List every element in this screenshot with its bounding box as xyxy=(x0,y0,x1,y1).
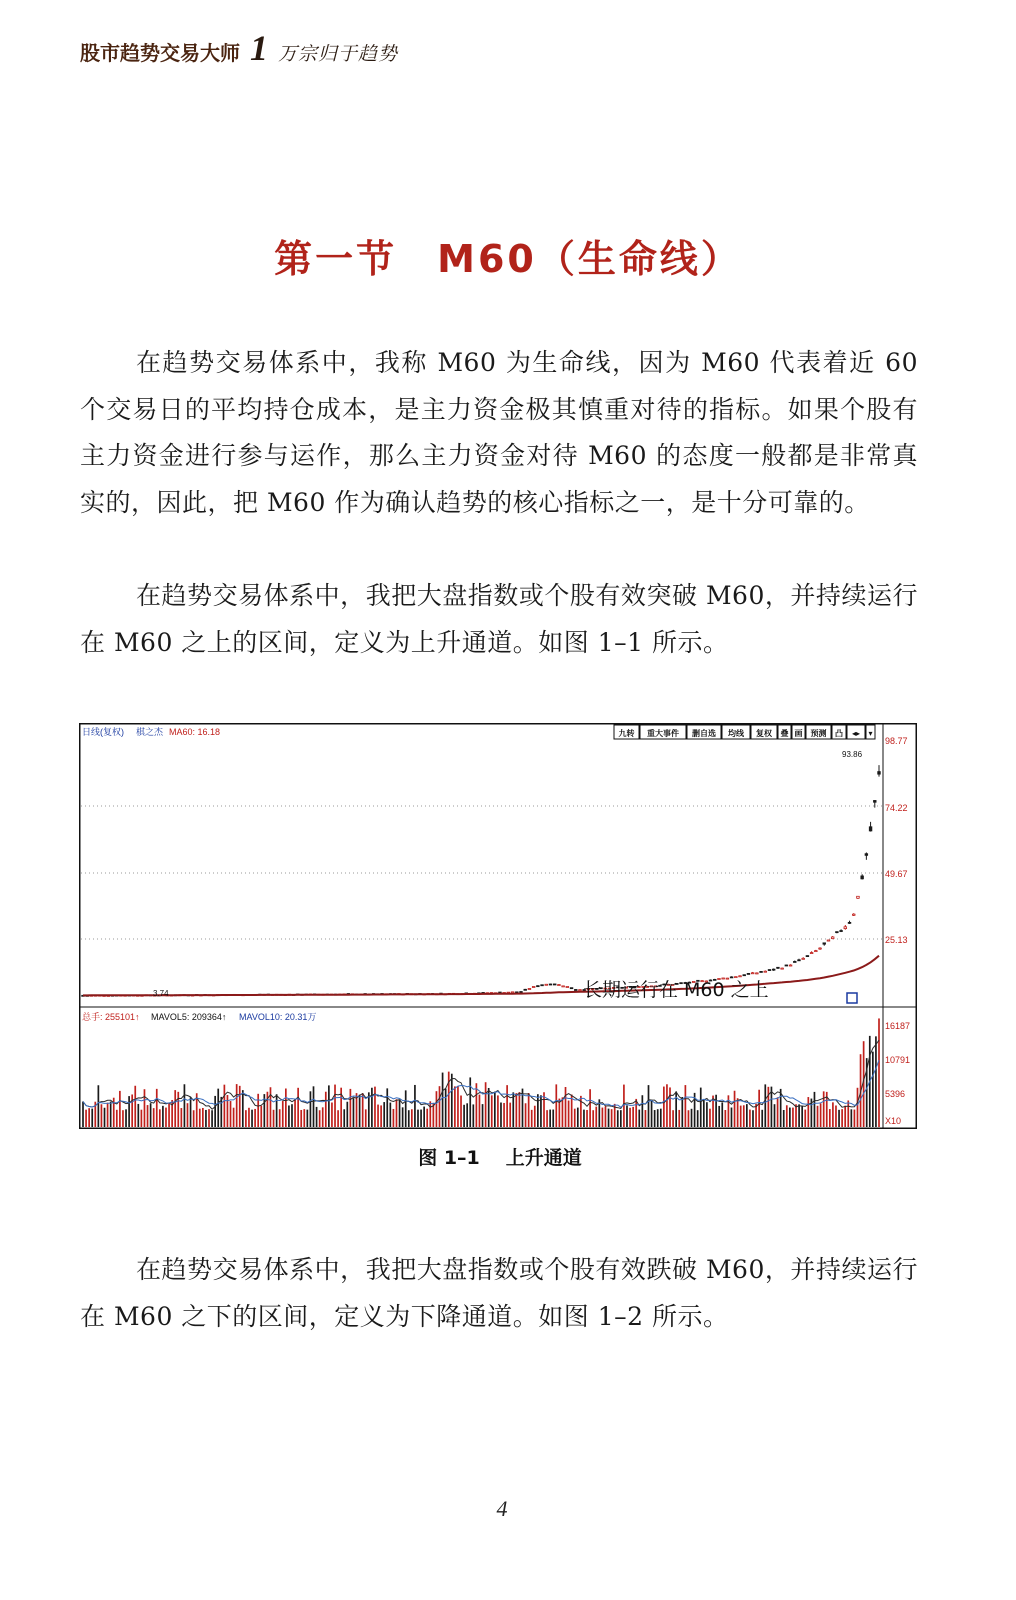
y-tick-25-13: 25.13 xyxy=(885,935,908,945)
book-title: 股市趋势交易大师 xyxy=(80,41,240,65)
candle-body xyxy=(562,986,565,987)
candle xyxy=(579,990,582,991)
candle-body xyxy=(781,968,784,969)
stock-name: 棋之杰 xyxy=(136,727,164,737)
candle-body xyxy=(785,965,788,966)
stock-chart xyxy=(79,723,917,1129)
candle xyxy=(857,896,860,899)
toolbar-button-label: 叠 xyxy=(780,729,789,738)
mavol5-label: MAVOL5: 209364↑ xyxy=(151,1012,227,1022)
candle-body xyxy=(810,953,813,954)
toolbar-button[interactable] xyxy=(614,725,639,739)
ma60-label: MA60: 16.18 xyxy=(169,727,221,737)
candle-body xyxy=(730,977,733,978)
candle-body xyxy=(743,975,746,976)
candle-body xyxy=(532,986,535,987)
running-header xyxy=(80,30,398,66)
candle-body xyxy=(857,896,860,898)
toolbar-button[interactable] xyxy=(866,725,875,739)
vol-tick-16187: 16187 xyxy=(885,1021,911,1031)
figure-caption xyxy=(0,1143,1000,1170)
chart-toolbar xyxy=(614,725,875,739)
toolbar-button-label: 画 xyxy=(794,729,803,738)
candle-body xyxy=(772,969,775,970)
toolbar-button-label: ◂▸ xyxy=(851,729,861,738)
candle-body xyxy=(756,973,759,974)
candle-body xyxy=(735,977,738,978)
vol-unit: X10 xyxy=(885,1116,902,1126)
candle xyxy=(528,988,531,989)
candle xyxy=(574,989,577,990)
candle-body xyxy=(528,988,531,989)
candle-body xyxy=(848,922,851,923)
section-name: M60（生命线） xyxy=(437,237,742,281)
candle-body xyxy=(793,961,796,962)
candle-body xyxy=(524,989,527,990)
candle-body xyxy=(520,992,523,993)
candle xyxy=(549,984,552,985)
candle-body xyxy=(869,827,872,831)
candle xyxy=(553,984,556,985)
toolbar-button[interactable] xyxy=(640,725,686,739)
candle-body xyxy=(566,986,569,987)
toolbar-button-label: 重大事件 xyxy=(647,729,679,738)
toolbar-button[interactable] xyxy=(778,725,791,739)
candle-body xyxy=(873,800,876,802)
candle-body xyxy=(878,772,881,775)
section-title xyxy=(0,228,1016,283)
period-label: 日线(复权) xyxy=(82,727,124,737)
candle xyxy=(570,988,573,989)
candle xyxy=(520,991,523,992)
candle xyxy=(806,955,809,956)
candle xyxy=(558,984,561,986)
vol-tick-10791: 10791 xyxy=(885,1055,911,1065)
candle xyxy=(785,965,788,966)
candle-body xyxy=(802,958,805,959)
candle xyxy=(836,931,839,933)
candle xyxy=(777,967,780,969)
candle-body xyxy=(768,970,771,971)
high-marker: 93.86 xyxy=(842,750,863,759)
candle xyxy=(524,989,527,990)
candle-body xyxy=(751,973,754,974)
low-marker: 3.74 xyxy=(153,989,169,998)
candle xyxy=(735,977,738,978)
candle xyxy=(562,985,565,986)
candle xyxy=(743,974,746,975)
candle-body xyxy=(739,976,742,977)
candle-body xyxy=(823,943,826,944)
candle-body xyxy=(574,989,577,990)
candle xyxy=(537,985,540,986)
candle-body xyxy=(549,984,552,985)
toolbar-button[interactable] xyxy=(792,725,805,739)
candle xyxy=(827,940,830,941)
candle-body xyxy=(537,986,540,987)
mavol10-label: MAVOL10: 20.31万 xyxy=(239,1012,317,1022)
candle-body xyxy=(865,854,868,856)
figure-number: 图 1–1 xyxy=(418,1147,480,1169)
toolbar-button[interactable] xyxy=(806,725,831,739)
candle-body xyxy=(777,967,780,968)
chapter-title: 万宗归于趋势 xyxy=(278,43,399,65)
toolbar-button-label: 九转 xyxy=(618,729,635,738)
toolbar-button-label: 复权 xyxy=(756,729,772,738)
toolbar-button[interactable] xyxy=(751,725,777,739)
candle-body xyxy=(570,988,573,989)
candle-body xyxy=(806,956,809,957)
y-tick-74-22: 74.22 xyxy=(885,803,908,813)
candle xyxy=(760,971,763,972)
toolbar-button-label: 删自选 xyxy=(692,729,716,738)
candle-body xyxy=(815,951,818,952)
candle-body xyxy=(541,985,544,986)
scroll-marker-icon[interactable] xyxy=(847,993,857,1003)
page-number: 4 xyxy=(496,1496,508,1521)
candle-body xyxy=(764,971,767,972)
y-tick-49-67: 49.67 xyxy=(885,869,908,879)
candle xyxy=(532,986,535,987)
candle-body xyxy=(579,990,582,991)
volume-label: 总手: 255101↑ xyxy=(82,1012,140,1022)
figure-title: 上升通道 xyxy=(505,1147,582,1169)
toolbar-button-label: 均线 xyxy=(728,729,744,738)
candle-body xyxy=(789,965,792,966)
candle xyxy=(541,985,544,986)
candle-body xyxy=(819,948,822,949)
candle-body xyxy=(844,927,847,929)
candle xyxy=(756,972,759,974)
candle-body xyxy=(827,940,830,941)
y-tick-98-77: 98.77 xyxy=(885,736,908,746)
candle-body xyxy=(545,984,548,985)
candle xyxy=(768,969,771,970)
toolbar-button[interactable] xyxy=(832,725,846,739)
toolbar-button-label: ▾ xyxy=(868,729,873,738)
candle-body xyxy=(553,984,556,985)
toolbar-button[interactable] xyxy=(722,725,750,739)
candle-body xyxy=(558,985,561,986)
toolbar-button[interactable] xyxy=(847,725,865,739)
candle-body xyxy=(760,971,763,972)
body-paragraph-1: 在趋势交易体系中，我称 M60 为生命线，因为 M60 代表着近 60 个交易日的平均持仓成本，是主力资金极其慎重对待的指标。如果个股有主力资金进行参与运作，那么主力资金对待 M60 的态度一般都是非常真实的，因此，把 M60 作为确认趋势的核心指标之一，是十分可靠的。 xyxy=(80,348,918,517)
chart-frame xyxy=(80,724,917,1129)
candle-body xyxy=(861,876,864,879)
body-paragraph-2: 在趋势交易体系中，我把大盘指数或个股有效突破 M60，并持续运行在 M60 之上的区间，定义为上升通道。如图 1–1 所示。 xyxy=(80,581,918,657)
candle-body xyxy=(852,914,855,915)
trend-annotation: 长期运行在 M60 之上 xyxy=(583,979,769,1001)
stock-chart-figure xyxy=(79,723,917,1129)
body-paragraph-3: 在趋势交易体系中，我把大盘指数或个股有效跌破 M60，并持续运行在 M60 之下的区间，定义为下降通道。如图 1–2 所示。 xyxy=(80,1255,918,1331)
toolbar-button-label: 凸 xyxy=(835,729,843,738)
vol-tick-5396: 5396 xyxy=(885,1089,906,1099)
candle-body xyxy=(747,973,750,974)
candle xyxy=(566,986,569,987)
candle-body xyxy=(836,932,839,933)
toolbar-button-label: 预测 xyxy=(810,729,827,738)
volume-number: 1 xyxy=(250,28,268,68)
toolbar-button[interactable] xyxy=(687,725,721,739)
candle xyxy=(747,973,750,974)
candle-body xyxy=(840,931,843,932)
candle-body xyxy=(831,937,834,939)
candle-body xyxy=(798,960,801,961)
section-label: 第一节 xyxy=(274,237,398,281)
candle xyxy=(545,984,548,985)
candle xyxy=(739,975,742,977)
